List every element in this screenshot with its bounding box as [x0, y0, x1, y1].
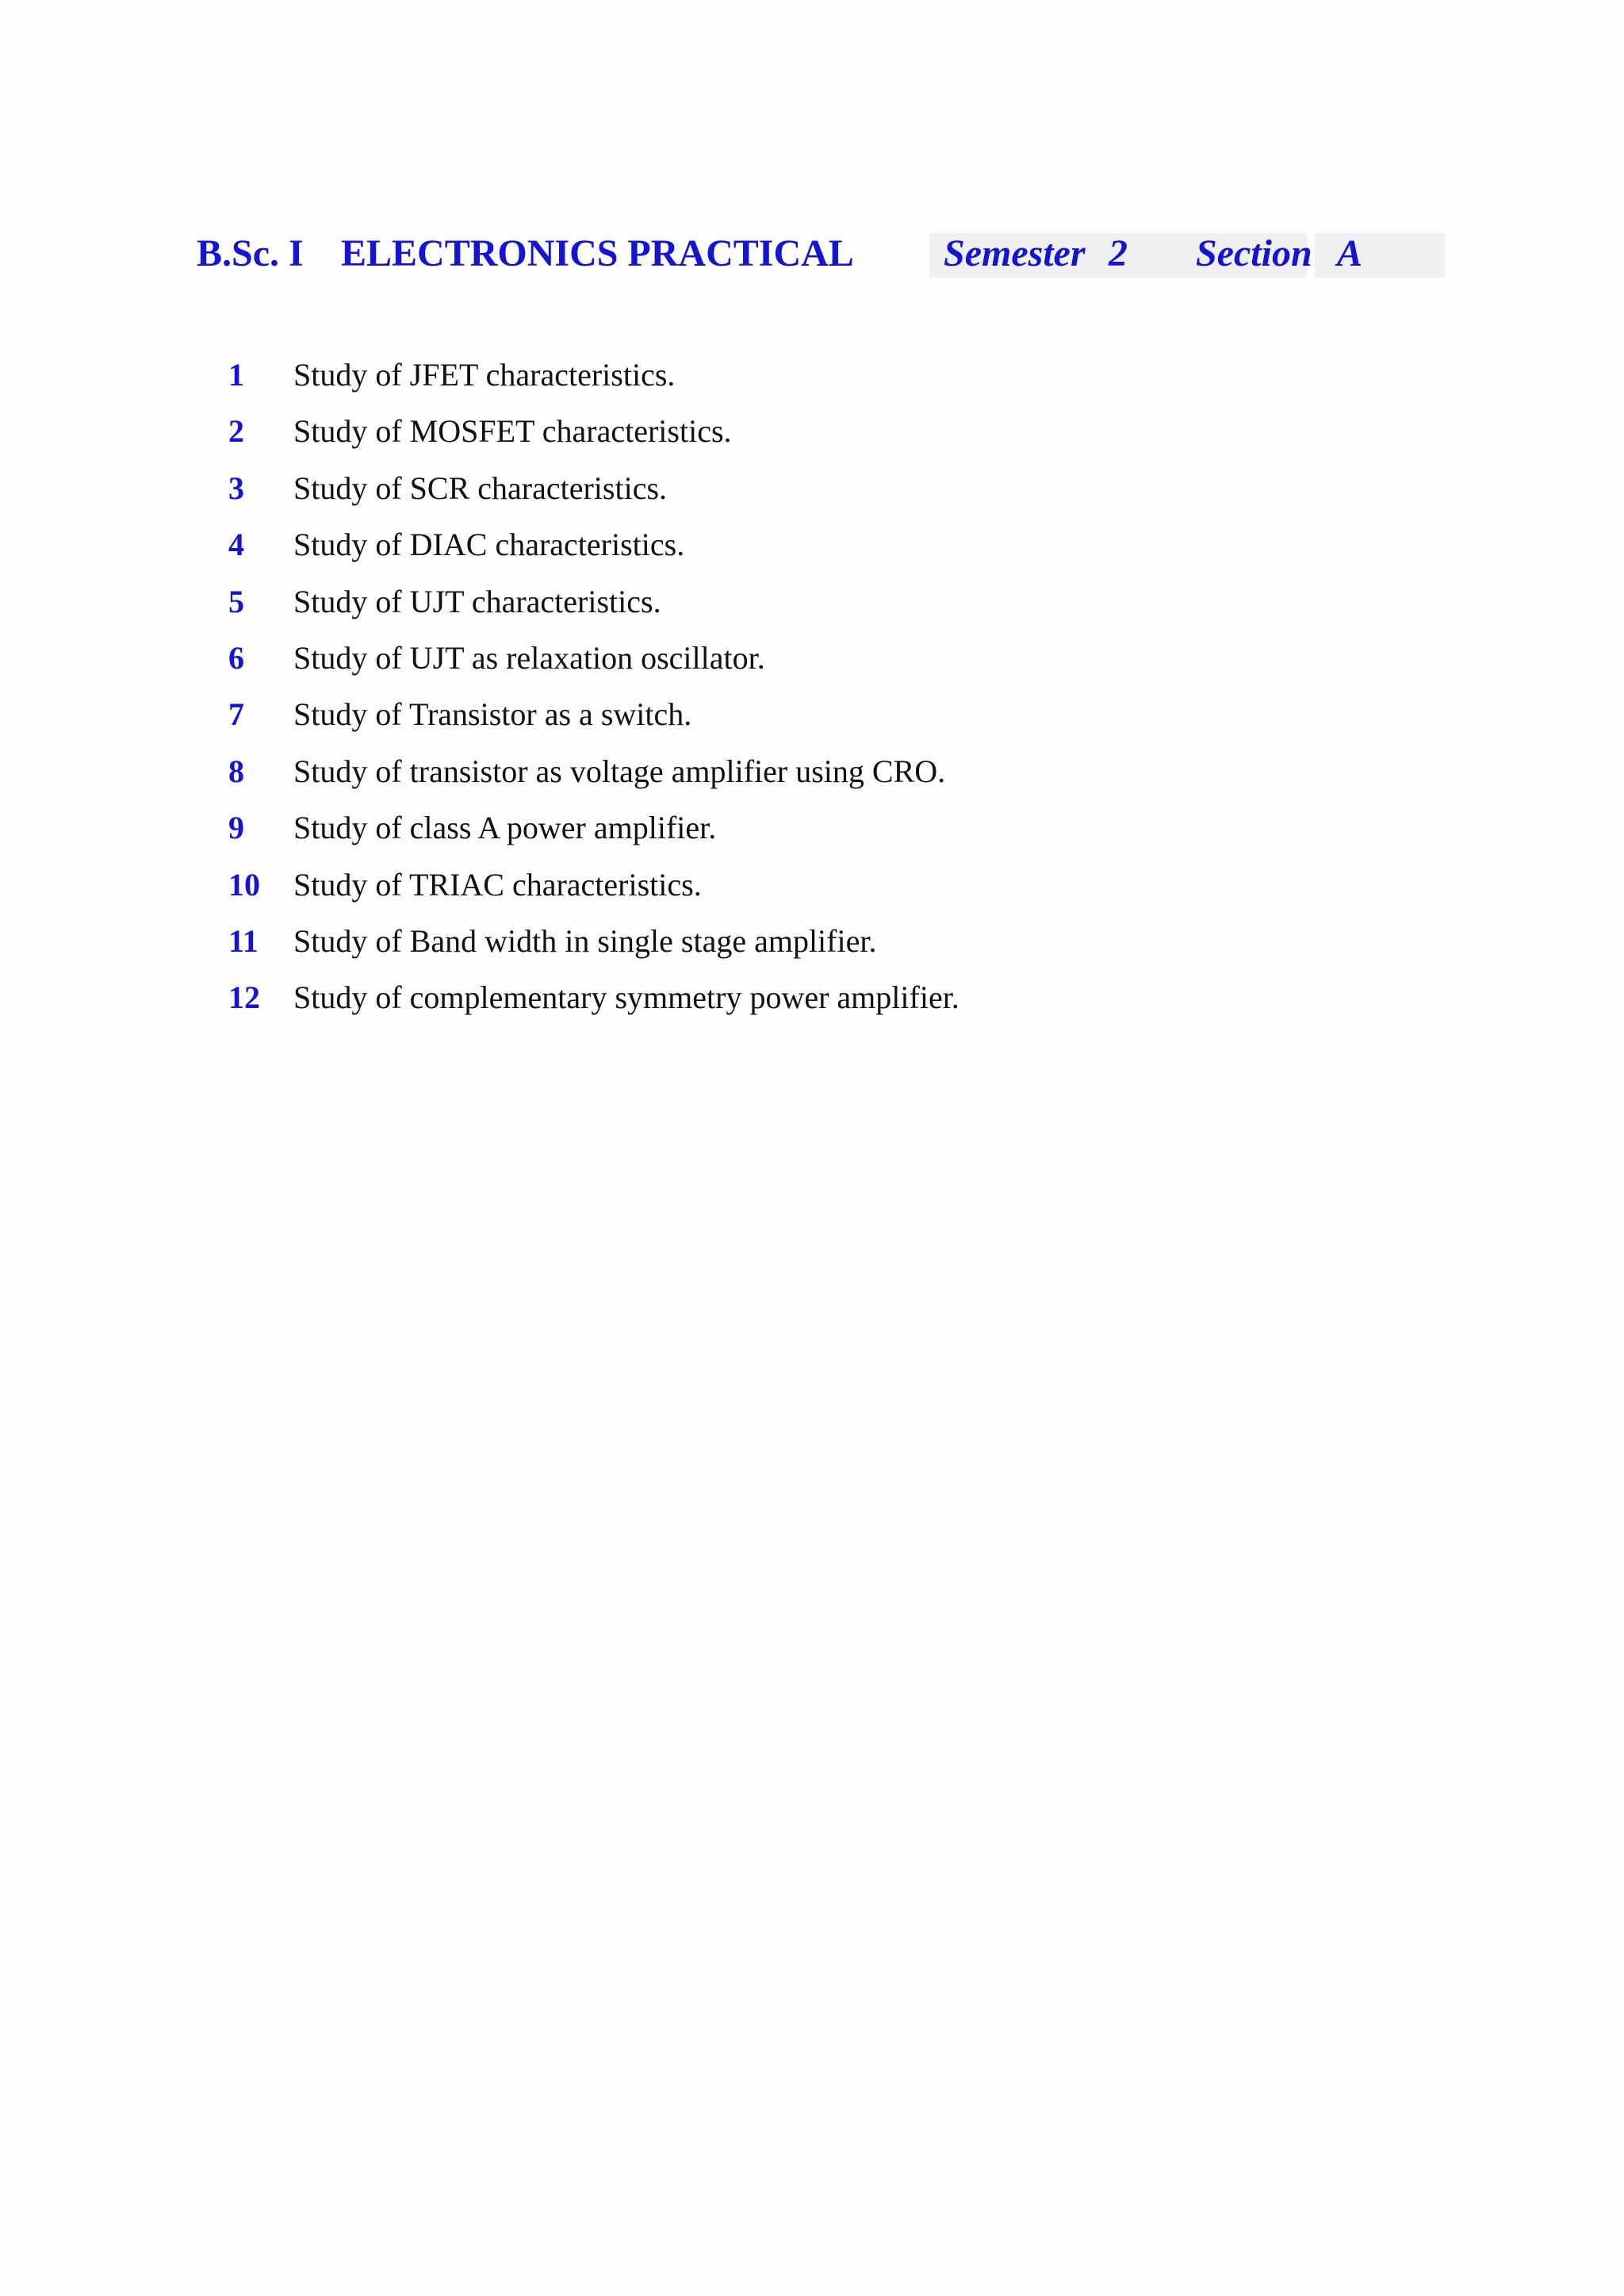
experiment-number: 9: [228, 810, 244, 846]
experiment-number: 1: [228, 357, 244, 393]
list-item: [0, 689, 1624, 746]
experiment-number: 12: [228, 979, 260, 1016]
list-item: [0, 972, 1624, 1029]
section-value: A: [1337, 232, 1363, 274]
experiment-title: Study of TRIAC characteristics.: [293, 866, 702, 903]
list-item: [0, 350, 1624, 406]
experiment-title: Study of UJT characteristics.: [293, 583, 661, 619]
list-item: [0, 633, 1624, 689]
experiment-number: 3: [228, 470, 244, 506]
semester-value: 2: [1109, 232, 1128, 274]
section-label: Section: [1196, 232, 1312, 274]
experiment-title: Study of class A power amplifier.: [293, 810, 717, 846]
experiment-number: 4: [228, 527, 244, 563]
list-item: [0, 519, 1624, 576]
page-header: [0, 228, 1624, 279]
page-title: ELECTRONICS PRACTICAL: [341, 232, 854, 274]
list-item: [0, 860, 1624, 916]
experiment-title: Study of complementary symmetry power amplifier.: [293, 979, 959, 1016]
experiment-title: Study of JFET characteristics.: [293, 357, 676, 393]
experiment-title: Study of Band width in single stage amplifier.: [293, 922, 877, 959]
experiment-number: 2: [228, 413, 244, 450]
experiment-number: 7: [228, 696, 244, 733]
experiment-title: Study of UJT as relaxation oscillator.: [293, 639, 765, 676]
experiment-number: 11: [228, 922, 259, 959]
experiment-title: Study of transistor as voltage amplifier using CRO.: [293, 753, 946, 789]
semester-label: Semester: [944, 232, 1086, 274]
experiment-list: [0, 350, 1624, 1029]
list-item: [0, 406, 1624, 462]
experiment-number: 6: [228, 639, 244, 676]
experiment-number: 5: [228, 583, 244, 619]
experiment-title: Study of MOSFET characteristics.: [293, 413, 732, 450]
experiment-number: 10: [228, 866, 260, 903]
list-item: [0, 577, 1624, 633]
experiment-title: Study of SCR characteristics.: [293, 470, 668, 506]
experiment-number: 8: [228, 753, 244, 789]
list-item: [0, 916, 1624, 972]
list-item: [0, 746, 1624, 803]
experiment-title: Study of DIAC characteristics.: [293, 527, 685, 563]
list-item: [0, 803, 1624, 859]
section-value-highlight: [1315, 233, 1445, 278]
course-name: B.Sc. I: [197, 232, 304, 274]
list-item: [0, 463, 1624, 519]
experiment-title: Study of Transistor as a switch.: [293, 696, 692, 733]
